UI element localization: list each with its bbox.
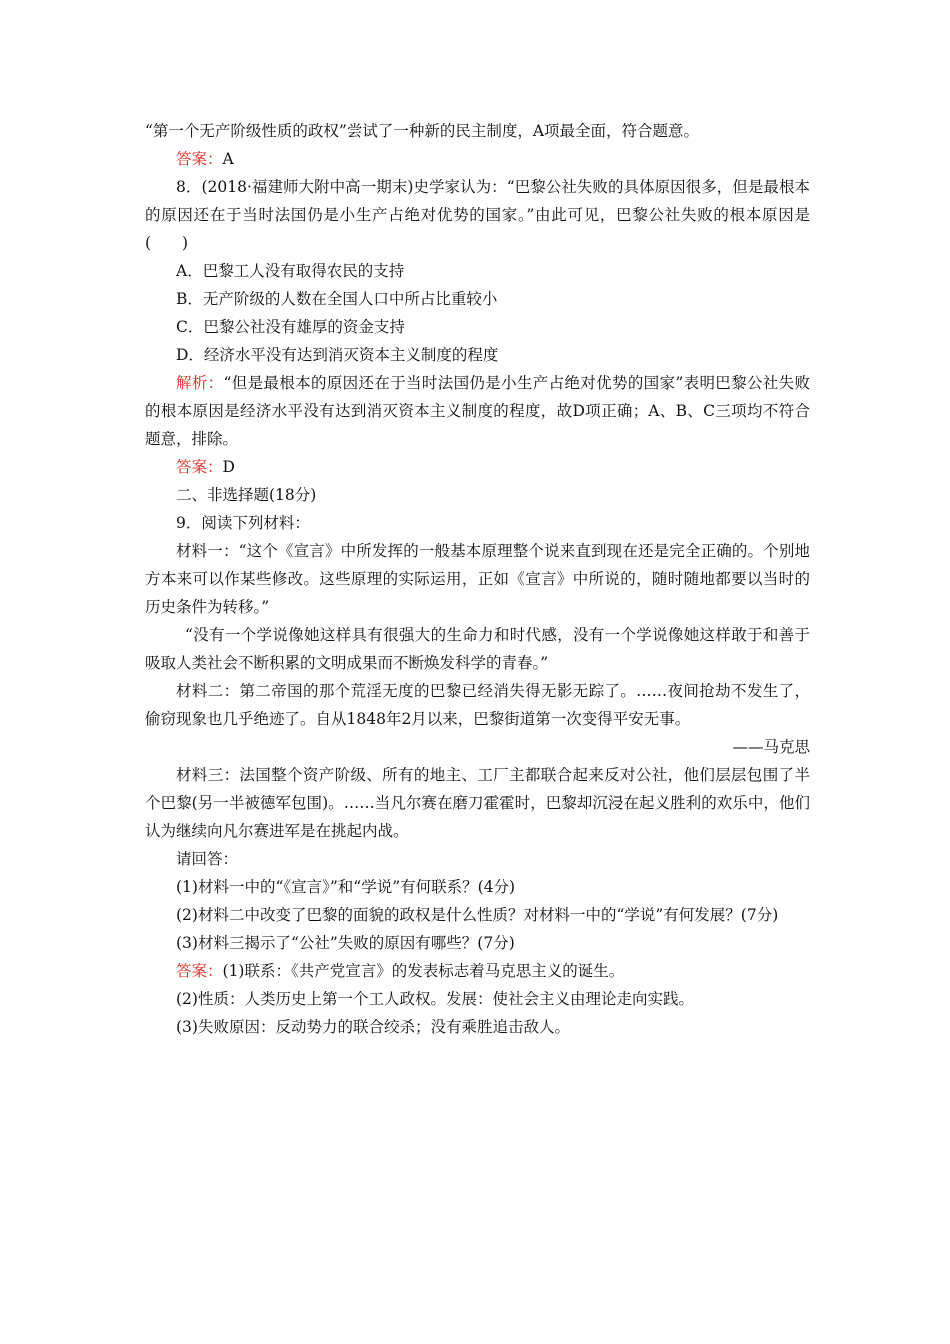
q9-answer1 [145,957,810,985]
q9-material3: 材料三：法国整个资产阶级、所有的地主、工厂主都联合起来反对公社，他们层层包围了半个巴黎(另一半被德军包围)。……当凡尔赛在磨刀霍霍时，巴黎却沉浸在起义胜利的欢乐中，他们认为继续向凡尔赛进军是在挑起内战。 [145,766,810,840]
q9-answer2: (2)性质：人类历史上第一个工人政权。发展：使社会主义由理论走向实践。 [176,990,694,1008]
q9-material1b: “没有一个学说像她这样具有很强大的生命力和时代感，没有一个学说像她这样敢于和善于吸取人类社会不断积累的文明成果而不断焕发科学的青春。” [145,626,810,672]
answer-label: 答案： [176,458,223,476]
analysis-label: 解析： [176,374,224,392]
q9-sub3: (3)材料三揭示了“公社”失败的原因有哪些？(7分) [176,934,515,952]
q9-material1a: 材料一：“这个《宣言》中所发挥的一般基本原理整个说来直到现在还是完全正确的。个别地方本来可以作某些修改。这些原理的实际运用，正如《宣言》中所说的，随时随地都要以当时的历史条件为转移。” [145,542,810,616]
q9-sub2: (2)材料二中改变了巴黎的面貌的政权是什么性质？对材料一中的“学说”有何发展？(7分) [176,906,779,924]
q8-option-b: B．无产阶级的人数在全国人口中所占比重较小 [176,290,498,308]
intro-line: “第一个无产阶级性质的政权”尝试了一种新的民主制度，A项最全面，符合题意。 [145,122,700,140]
q9-sub1: (1)材料一中的“《宣言》”和“学说”有何联系？(4分) [176,878,516,896]
q8-answer [145,453,810,481]
q8-option-c: C．巴黎公社没有雄厚的资金支持 [176,318,405,336]
answer-text: (1)联系：《共产党宣言》的发表标志着马克思主义的诞生。 [222,962,625,980]
analysis-text: “但是最根本的原因还在于当时法国仍是小生产占绝对优势的国家”表明巴黎公社失败的根本原因是经济水平没有达到消灭资本主义制度的程度，故D项正确；A、B、C三项均不符合题意，排除。 [145,374,810,448]
q8-option-a: A．巴黎工人没有取得农民的支持 [176,262,405,280]
answer-label: 答案： [176,150,223,168]
answer-label: 答案： [176,962,223,980]
q9-material2-source: ——马克思 [732,738,810,756]
q8-stem: 8．(2018·福建师大附中高一期末)史学家认为：“巴黎公社失败的具体原因很多，但是最根本的原因还在于当时法国仍是小生产占绝对优势的国家。”由此可见，巴黎公社失败的根本原因是( ) [145,178,810,252]
q9-please-answer: 请回答： [176,850,239,868]
q8-option-d: D．经济水平没有达到消灭资本主义制度的程度 [176,346,499,364]
q9-stem: 9．阅读下列材料： [176,514,310,532]
q9-material2: 材料二：第二帝国的那个荒淫无度的巴黎已经消失得无影无踪了。……夜间抢劫不发生了，偷窃现象也几乎绝迹了。自从1848年2月以来，巴黎街道第一次变得平安无事。 [145,682,810,728]
q7-answer [145,145,810,173]
document-page [145,117,810,1041]
answer-value: A [222,150,234,168]
q8-analysis [145,369,810,453]
section2-title: 二、非选择题(18分) [176,486,317,504]
q9-answer3: (3)失败原因：反动势力的联合绞杀；没有乘胜追击敌人。 [176,1018,570,1036]
answer-value: D [222,458,235,476]
